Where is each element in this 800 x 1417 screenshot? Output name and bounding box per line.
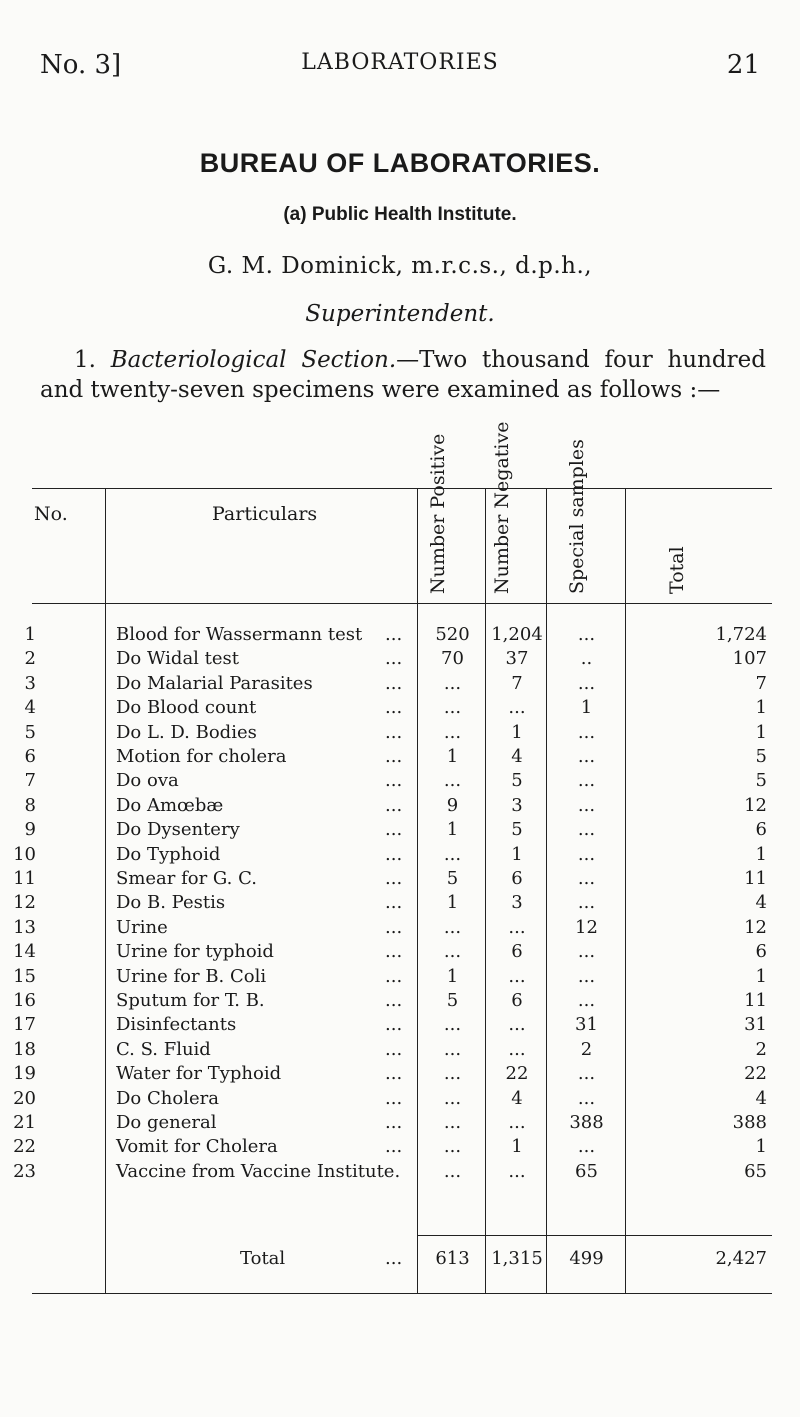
row-no: 8: [24, 794, 36, 816]
row-no: 19: [13, 1063, 36, 1085]
row-no: 20: [13, 1087, 36, 1109]
row-negative: ...: [508, 1112, 526, 1133]
row-dots: ...: [385, 1087, 403, 1109]
row-total: 1: [755, 697, 767, 719]
row-dots: ...: [385, 1136, 403, 1158]
row-special: ...: [577, 843, 596, 865]
row-particulars: Do ova: [116, 770, 179, 792]
row-total: 1: [755, 1136, 767, 1158]
row-special: ...: [577, 746, 596, 767]
row-special: ...: [577, 892, 596, 914]
row-dots: ...: [385, 1063, 403, 1085]
running-title: LABORATORIES: [301, 50, 499, 75]
row-particulars: Sputum for T. B.: [116, 990, 265, 1011]
row-negative: 5: [511, 770, 523, 792]
row-positive: ...: [443, 1136, 462, 1158]
row-total: 5: [755, 746, 767, 767]
row-special: 2: [580, 1038, 593, 1060]
row-positive: ...: [443, 1160, 462, 1182]
row-positive: ...: [443, 1087, 462, 1109]
header-positive: Number Positive: [427, 433, 449, 594]
row-negative: 37: [505, 648, 529, 670]
row-total: 22: [744, 1063, 767, 1085]
row-special: 65: [575, 1160, 598, 1182]
table-row: [0, 1112, 800, 1136]
row-total: 12: [744, 916, 767, 938]
row-special: ...: [577, 965, 596, 987]
row-particulars: Smear for G. C.: [116, 868, 257, 889]
row-particulars: Do Malarial Parasites: [116, 672, 313, 694]
row-positive: 70: [441, 648, 464, 670]
row-negative: 3: [511, 892, 523, 914]
row-special: ...: [577, 819, 596, 841]
row-special: 31: [575, 1014, 598, 1036]
header-special: Special samples: [566, 439, 588, 594]
row-total: 31: [744, 1014, 767, 1036]
row-special: ...: [577, 1136, 596, 1158]
row-particulars: Vaccine from Vaccine Institute.: [116, 1160, 401, 1182]
row-particulars: Do Widal test: [116, 648, 240, 670]
row-positive: ...: [443, 1112, 462, 1133]
row-special: ...: [577, 721, 596, 743]
table-row: [0, 648, 800, 672]
row-particulars: Do B. Pestis: [116, 892, 226, 914]
row-no: 22: [13, 1136, 36, 1158]
row-particulars: Vomit for Cholera: [116, 1136, 278, 1158]
table-row: [0, 844, 800, 868]
table-row: [0, 990, 800, 1014]
table-row: [0, 1088, 800, 1112]
row-negative: ...: [508, 965, 526, 987]
section-title: BUREAU OF LABORATORIES.: [199, 148, 601, 178]
row-positive: ...: [443, 1038, 462, 1060]
row-positive: ...: [443, 721, 462, 743]
row-negative: 5: [511, 819, 523, 841]
row-no: 12: [13, 892, 36, 914]
row-no: 11: [13, 868, 36, 889]
row-total: 1: [755, 721, 767, 743]
row-dots: ...: [385, 1038, 403, 1060]
row-negative: ...: [508, 697, 526, 719]
row-no: 5: [24, 721, 36, 743]
row-total: 7: [755, 672, 767, 694]
row-dots: ...: [385, 672, 403, 694]
section-name: Bacteriological Section.: [110, 347, 397, 373]
table-bottom-rule: [32, 1293, 772, 1294]
row-particulars: Motion for cholera: [116, 746, 287, 767]
row-particulars: Do Amœbæ: [116, 794, 224, 816]
row-no: 14: [13, 941, 36, 963]
row-special: ...: [577, 624, 596, 645]
table-row: [0, 722, 800, 746]
row-special: ..: [580, 648, 593, 670]
row-no: 10: [13, 843, 36, 865]
row-total: 6: [755, 819, 767, 841]
row-negative: 4: [511, 746, 523, 767]
row-positive: 1: [446, 819, 459, 841]
row-positive: 9: [446, 794, 459, 816]
row-negative: 4: [511, 1087, 523, 1109]
totals-special: 499: [569, 1248, 604, 1269]
subsection-title: (a) Public Health Institute.: [283, 204, 517, 225]
row-no: 18: [13, 1038, 36, 1060]
row-no: 13: [13, 916, 36, 938]
row-particulars: Water for Typhoid: [116, 1063, 282, 1085]
header-negative: Number Negative: [491, 421, 513, 594]
table-header-rule: [32, 603, 772, 604]
row-negative: ...: [508, 916, 526, 938]
row-dots: ...: [385, 916, 403, 938]
row-negative: ...: [508, 1038, 526, 1060]
table-row: [0, 1014, 800, 1038]
issue-number: No. 3]: [40, 50, 122, 80]
row-particulars: Do L. D. Bodies: [116, 721, 257, 743]
row-negative: ...: [508, 1014, 526, 1036]
row-positive: 1: [446, 892, 459, 914]
row-dots: ...: [385, 721, 403, 743]
row-dots: ...: [385, 648, 403, 670]
totals-dots: ...: [385, 1248, 403, 1269]
row-positive: ...: [443, 672, 462, 694]
author-name: G. M. Dominick, m.r.c.s., d.p.h.,: [207, 253, 593, 279]
row-total: 65: [744, 1160, 767, 1182]
table-row: [0, 892, 800, 916]
row-no: 1: [24, 624, 36, 645]
row-negative: 1: [511, 843, 523, 865]
row-positive: 520: [435, 624, 470, 645]
totals-row: [0, 1248, 800, 1272]
row-particulars: Urine: [116, 916, 168, 938]
table-row: [0, 966, 800, 990]
row-particulars: Blood for Wassermann test: [116, 624, 363, 645]
row-particulars: Urine for typhoid: [116, 941, 274, 963]
header-no: No.: [34, 503, 68, 525]
row-dots: ...: [385, 892, 403, 914]
table-top-rule: [32, 488, 772, 489]
table-row: [0, 1136, 800, 1160]
row-positive: ...: [443, 916, 462, 938]
row-no: 15: [13, 965, 36, 987]
row-particulars: Do Blood count: [116, 697, 257, 719]
totals-total: 2,427: [715, 1248, 767, 1269]
row-positive: 1: [446, 965, 459, 987]
row-negative: 6: [511, 941, 523, 963]
totals-rule: [417, 1235, 772, 1236]
row-special: ...: [577, 1063, 596, 1085]
row-special: ...: [577, 990, 596, 1011]
row-positive: ...: [443, 941, 462, 963]
table-row: [0, 1039, 800, 1063]
row-total: 5: [755, 770, 767, 792]
row-particulars: Do Cholera: [116, 1087, 219, 1109]
row-dots: ...: [385, 794, 403, 816]
row-particulars: Do Typhoid: [116, 843, 221, 865]
row-total: 1: [755, 843, 767, 865]
row-negative: ...: [508, 1160, 526, 1182]
row-total: 6: [755, 941, 767, 963]
row-particulars: Disinfectants: [116, 1014, 237, 1036]
table-row: [0, 795, 800, 819]
paragraph-number: 1.: [74, 347, 96, 373]
row-dots: ...: [385, 843, 403, 865]
table-row: [0, 819, 800, 843]
row-total: 12: [744, 794, 767, 816]
table-row: [0, 917, 800, 941]
row-particulars: C. S. Fluid: [116, 1038, 211, 1060]
row-special: ...: [577, 672, 596, 694]
row-positive: ...: [443, 843, 462, 865]
row-dots: ...: [385, 941, 403, 963]
table-row: [0, 941, 800, 965]
row-negative: 1: [511, 1136, 523, 1158]
row-negative: 7: [511, 672, 523, 694]
row-positive: 5: [446, 990, 459, 1011]
row-dots: ...: [385, 770, 403, 792]
row-negative: 1,204: [491, 624, 543, 645]
row-negative: 1: [511, 721, 523, 743]
row-dots: ...: [385, 624, 403, 645]
row-dots: ...: [385, 1112, 403, 1133]
row-total: 388: [732, 1112, 767, 1133]
table-row: [0, 697, 800, 721]
table-row: [0, 624, 800, 648]
table-row: [0, 746, 800, 770]
row-no: 6: [24, 746, 36, 767]
totals-label: Total: [240, 1248, 286, 1269]
row-positive: ...: [443, 1063, 462, 1085]
author-title: Superintendent.: [305, 301, 495, 327]
row-no: 4: [24, 697, 36, 719]
row-dots: ...: [385, 965, 403, 987]
row-special: ...: [577, 868, 596, 889]
row-dots: ...: [385, 868, 403, 889]
row-total: 11: [744, 868, 767, 889]
row-no: 21: [13, 1112, 36, 1133]
row-particulars: Urine for B. Coli: [116, 965, 267, 987]
row-no: 17: [13, 1014, 36, 1036]
intro-paragraph: [40, 345, 766, 405]
row-dots: ...: [385, 1014, 403, 1036]
row-total: 11: [744, 990, 767, 1011]
row-negative: 6: [511, 990, 523, 1011]
row-no: 3: [24, 672, 36, 694]
page-number: 21: [726, 50, 760, 80]
row-dots: ...: [385, 990, 403, 1011]
row-no: 9: [24, 819, 36, 841]
table-row: [0, 868, 800, 892]
row-negative: 6: [511, 868, 523, 889]
row-total: 2: [755, 1038, 767, 1060]
header-particulars: Particulars: [212, 503, 318, 525]
row-no: 7: [24, 770, 36, 792]
row-negative: 3: [511, 794, 523, 816]
row-total: 4: [755, 892, 767, 914]
row-special: 12: [575, 916, 598, 938]
row-no: 2: [24, 648, 36, 670]
table-row: [0, 770, 800, 794]
table-row: [0, 673, 800, 697]
row-total: 1,724: [715, 624, 767, 645]
totals-positive: 613: [435, 1248, 470, 1269]
row-total: 4: [755, 1087, 767, 1109]
row-dots: ...: [385, 746, 403, 767]
row-particulars: Do general: [116, 1112, 217, 1133]
row-negative: 22: [505, 1063, 529, 1085]
row-special: ...: [577, 941, 596, 963]
table-row: [0, 1063, 800, 1087]
row-special: ...: [577, 1087, 596, 1109]
row-special: ...: [577, 794, 596, 816]
totals-negative: 1,315: [491, 1248, 543, 1269]
row-total: 107: [732, 648, 767, 670]
row-dots: ...: [385, 819, 403, 841]
row-no: 16: [13, 990, 36, 1011]
row-special: 1: [580, 697, 593, 719]
row-positive: ...: [443, 1014, 462, 1036]
row-total: 1: [755, 965, 767, 987]
row-particulars: Do Dysentery: [116, 819, 240, 841]
row-positive: ...: [443, 697, 462, 719]
intro-text: —Two thousand four hundred and twenty-seven specimens were examined as follows :—: [40, 347, 766, 403]
row-dots: ...: [385, 697, 403, 719]
row-positive: 5: [446, 868, 459, 889]
table-row: [0, 1161, 800, 1185]
row-positive: 1: [446, 746, 459, 767]
row-special: 388: [569, 1112, 604, 1133]
header-total: Total: [666, 546, 688, 594]
page-header: [40, 50, 760, 86]
row-special: ...: [577, 770, 596, 792]
row-positive: ...: [443, 770, 462, 792]
row-no: 23: [13, 1160, 36, 1182]
